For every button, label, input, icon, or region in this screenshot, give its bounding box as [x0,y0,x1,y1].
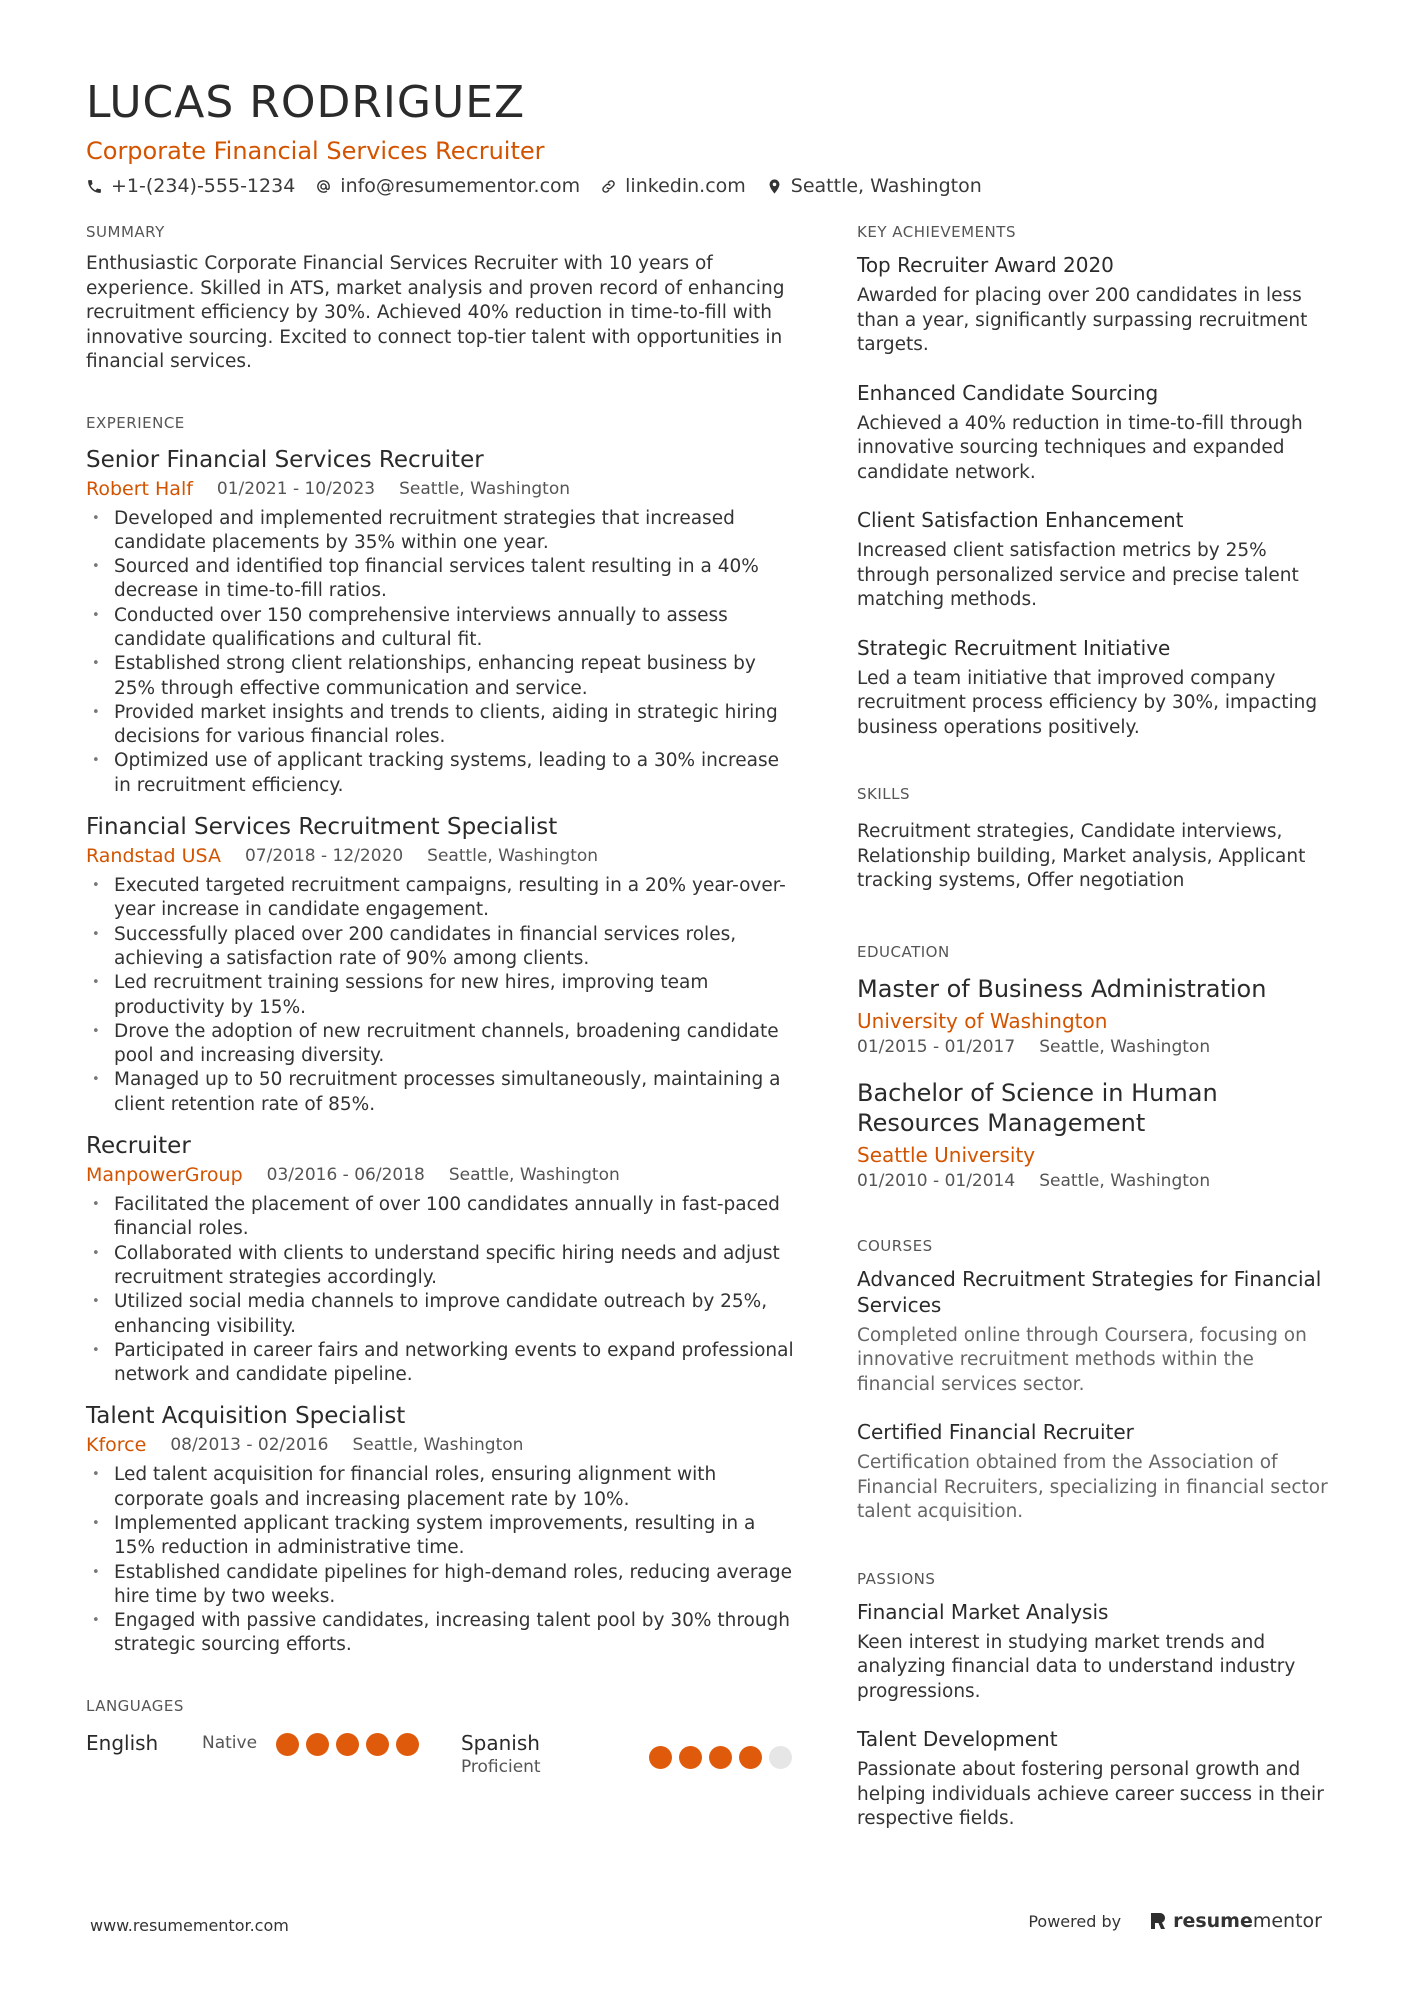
achievement-title: Client Satisfaction Enhancement [857,508,1184,532]
job-entry [86,1131,800,1387]
resume-header [86,78,1326,200]
summary-title: SUMMARY [86,223,165,241]
language-item [461,1730,800,1778]
rating-dot-filled [709,1746,732,1769]
education-location: Seattle, Washington [1039,1170,1211,1191]
job-location: Seattle, Washington [352,1435,524,1456]
job-bullet: • Established candidate pipelines for high-demand roles, reducing average hire time by two weeks. [86,1561,800,1610]
job-company: ManpowerGroup [86,1164,243,1187]
brand-rest: mentor [1252,1910,1322,1932]
achievement-item [857,507,1337,613]
education-degree: Bachelor of Science in Human Resources Management [857,1078,1218,1137]
powered-by-label: Powered by [1028,1911,1122,1931]
rating-dot-filled [396,1733,419,1756]
phone-icon [86,178,103,195]
job-dates: 08/2013 - 02/2016 [170,1435,329,1456]
job-bullet: • Led talent acquisition for financial roles, ensuring alignment with corporate goals and increasing placement rate by 10%. [86,1463,800,1512]
languages-section [86,1696,800,1778]
language-rating [649,1746,799,1769]
brand-bold: resume [1173,1910,1253,1932]
contact-location-text: Seattle, Washington [790,175,982,197]
rating-dot-filled [276,1733,299,1756]
job-entry [86,445,800,799]
achievement-desc: Increased client satisfaction metrics by 25% through personalized service and precise talent matching methods. [857,540,1299,610]
job-bullets [86,874,800,1117]
contact-phone[interactable] [86,175,295,197]
candidate-role: Corporate Financial Services Recruiter [86,137,545,165]
languages-row [86,1730,800,1778]
job-entry [86,812,800,1117]
contact-email[interactable] [315,175,580,197]
experience-section [86,413,800,1658]
course-title: Certified Financial Recruiter [857,1420,1134,1444]
passion-title: Financial Market Analysis [857,1599,1109,1624]
job-bullet: • Provided market insights and trends to clients, aiding in strategic hiring decisions for various financial roles. [86,701,800,750]
passions-title: PASSIONS [857,1569,936,1588]
job-bullets [86,507,800,799]
course-desc: Completed online through Coursera, focusing on innovative recruitment methods within the financial services sector. [857,1324,1307,1395]
passion-desc: Keen interest in studying market trends and analyzing financial data to understand industry progressions. [857,1631,1296,1702]
skills-text: Recruitment strategies, Candidate interviews, Relationship building, Market analysis, Applicant tracking systems, Offer negotiation [857,821,1306,891]
job-bullet: • Collaborated with clients to understand specific hiring needs and adjust recruitment strategies accordingly. [86,1242,800,1291]
job-dates: 01/2021 - 10/2023 [216,478,376,499]
language-name: English [86,1730,159,1755]
achievement-item [857,252,1337,358]
education-degree: Master of Business Administration [857,974,1267,1003]
job-bullet: • Facilitated the placement of over 100 candidates annually in fast-paced financial roles. [86,1193,800,1242]
language-level: Proficient [460,1756,541,1777]
job-bullet: • Drove the adoption of new recruitment channels, broadening candidate pool and increasing diversity. [86,1020,800,1069]
job-company: Randstad USA [86,845,221,868]
job-location: Seattle, Washington [427,846,599,867]
job-bullet: • Successfully placed over 200 candidates in financial services roles, achieving a satisfaction rate of 90% among clients. [86,923,800,972]
page-footer [0,1910,1410,1950]
contact-location [766,175,982,197]
job-bullet: • Sourced and identified top financial services talent resulting in a 40% decrease in time-to-fill ratios. [86,555,800,604]
job-company: Robert Half [86,477,193,500]
language-name-block [461,1730,649,1778]
passions-section [857,1569,1337,1832]
course-title: Advanced Recruitment Strategies for Financial Services [857,1266,1322,1317]
rating-dot-filled [306,1733,329,1756]
rating-dot-filled [649,1746,672,1769]
education-school: University of Washington [857,1008,1108,1033]
brand-logo-icon [1149,1911,1167,1931]
job-bullet: • Utilized social media channels to improve candidate outreach by 25%, enhancing visibility. [86,1290,800,1339]
skills-section [857,784,1337,894]
achievement-desc: Led a team initiative that improved company recruitment process efficiency by 30%, impacting business operations positively. [857,667,1318,738]
rating-dot-empty [769,1746,792,1769]
courses-title: COURSES [857,1236,933,1255]
rating-dot-filled [739,1746,762,1769]
achievement-desc: Awarded for placing over 200 candidates in less than a year, significantly surpassing recruitment targets. [857,285,1308,355]
job-meta [86,1163,800,1187]
contact-linkedin[interactable] [600,175,746,197]
footer-powered [1028,1910,1322,1932]
education-school: Seattle University [857,1142,1036,1167]
job-title: Recruiter [86,1133,191,1160]
rating-dot-filled [679,1746,702,1769]
achievement-desc: Achieved a 40% reduction in time-to-fill through innovative sourcing techniques and expanded candidate network. [857,412,1303,483]
passion-title: Talent Development [857,1727,1058,1751]
achievement-title: Enhanced Candidate Sourcing [857,380,1159,405]
candidate-name: LUCAS RODRIGUEZ [86,77,526,128]
achievements-title: KEY ACHIEVEMENTS [857,223,1016,241]
summary-text: Enthusiastic Corporate Financial Services Recruiter with 10 years of experience. Skilled in ATS, market analysis and proven record of enhancing recruitment efficiency by 30%. Achieved 40% reduction in time-to-fill with innovative sourcing. Excited to connect top-tier talent with opportunities in financial services. [86,253,785,372]
education-item [857,1078,1337,1192]
job-company: Kforce [86,1434,147,1457]
skills-title: SKILLS [857,785,911,803]
rating-dot-filled [366,1733,389,1756]
education-meta [857,1036,1337,1058]
job-bullets [86,1193,800,1387]
experience-title: EXPERIENCE [86,413,185,432]
education-item [857,974,1337,1058]
education-meta [857,1170,1337,1192]
job-bullet: • Participated in career fairs and networking events to expand professional network and candidate pipeline. [86,1339,800,1388]
job-meta [86,844,800,868]
left-column [86,222,800,1778]
achievement-item [857,380,1337,486]
course-item [857,1419,1337,1525]
job-entry [86,1401,800,1657]
summary-section [86,222,800,375]
education-title: EDUCATION [857,942,950,961]
at-icon [315,178,332,195]
right-column [857,222,1337,1832]
achievement-title: Strategic Recruitment Initiative [857,635,1171,660]
job-title: Senior Financial Services Recruiter [86,446,484,473]
job-bullet: • Implemented applicant tracking system improvements, resulting in a 15% reduction in administrative time. [86,1512,800,1561]
job-bullet: • Engaged with passive candidates, increasing talent pool by 30% through strategic sourcing efforts. [86,1609,800,1658]
achievements-section [857,222,1337,740]
rating-dot-filled [336,1733,359,1756]
achievement-item [857,635,1337,741]
education-dates: 01/2015 - 01/2017 [857,1036,1016,1057]
job-bullet: • Established strong client relationships, enhancing repeat business by 25% through effective communication and service. [86,652,800,701]
link-icon [600,178,617,195]
language-level: Native [202,1732,258,1753]
job-bullet: • Optimized use of applicant tracking systems, leading to a 30% increase in recruitment efficiency. [86,749,800,798]
contact-linkedin-text: linkedin.com [625,175,746,197]
course-desc: Certification obtained from the Association of Financial Recruiters, specializing in financial sector talent acquisition. [857,1452,1328,1522]
contact-bar [86,172,1326,200]
courses-section [857,1236,1337,1525]
passion-desc: Passionate about fostering personal growth and helping individuals achieve career success in their respective fields. [857,1759,1324,1829]
passion-item [857,1726,1337,1832]
job-title: Financial Services Recruitment Specialist [86,814,558,841]
job-bullet: • Developed and implemented recruitment strategies that increased candidate placements by 35% within one year. [86,507,800,556]
job-bullet: • Led recruitment training sessions for new hires, improving team productivity by 15%. [86,971,800,1020]
education-location: Seattle, Washington [1039,1036,1211,1057]
job-bullet: • Conducted over 150 comprehensive interviews annually to assess candidate qualifications and cultural fit. [86,604,800,653]
job-title: Talent Acquisition Specialist [86,1403,406,1430]
job-dates: 03/2016 - 06/2018 [266,1165,425,1186]
job-meta [86,1433,800,1457]
brand-logo[interactable] [1149,1910,1322,1932]
job-bullet: • Executed targeted recruitment campaigns, resulting in a 20% year-over-year increase in candidate engagement. [86,874,800,923]
passion-item [857,1599,1337,1705]
job-bullets [86,1463,800,1657]
job-meta [86,477,800,501]
footer-website[interactable]: www.resumementor.com [90,1916,289,1935]
job-bullet: • Managed up to 50 recruitment processes simultaneously, maintaining a client retention rate of 85%. [86,1068,800,1117]
languages-title: LANGUAGES [86,1696,184,1715]
job-dates: 07/2018 - 12/2020 [244,846,404,867]
achievement-title: Top Recruiter Award 2020 [857,253,1114,277]
job-location: Seattle, Washington [448,1165,620,1186]
language-rating [276,1733,426,1756]
language-item [86,1730,461,1756]
language-name: Spanish [460,1730,540,1755]
course-item [857,1266,1337,1398]
job-location: Seattle, Washington [399,478,571,499]
contact-phone-text: +1-(234)-555-1234 [111,175,296,197]
contact-email-text: info@resumementor.com [340,175,581,197]
education-dates: 01/2010 - 01/2014 [857,1170,1016,1191]
location-icon [766,178,783,195]
education-section [857,942,1337,1192]
